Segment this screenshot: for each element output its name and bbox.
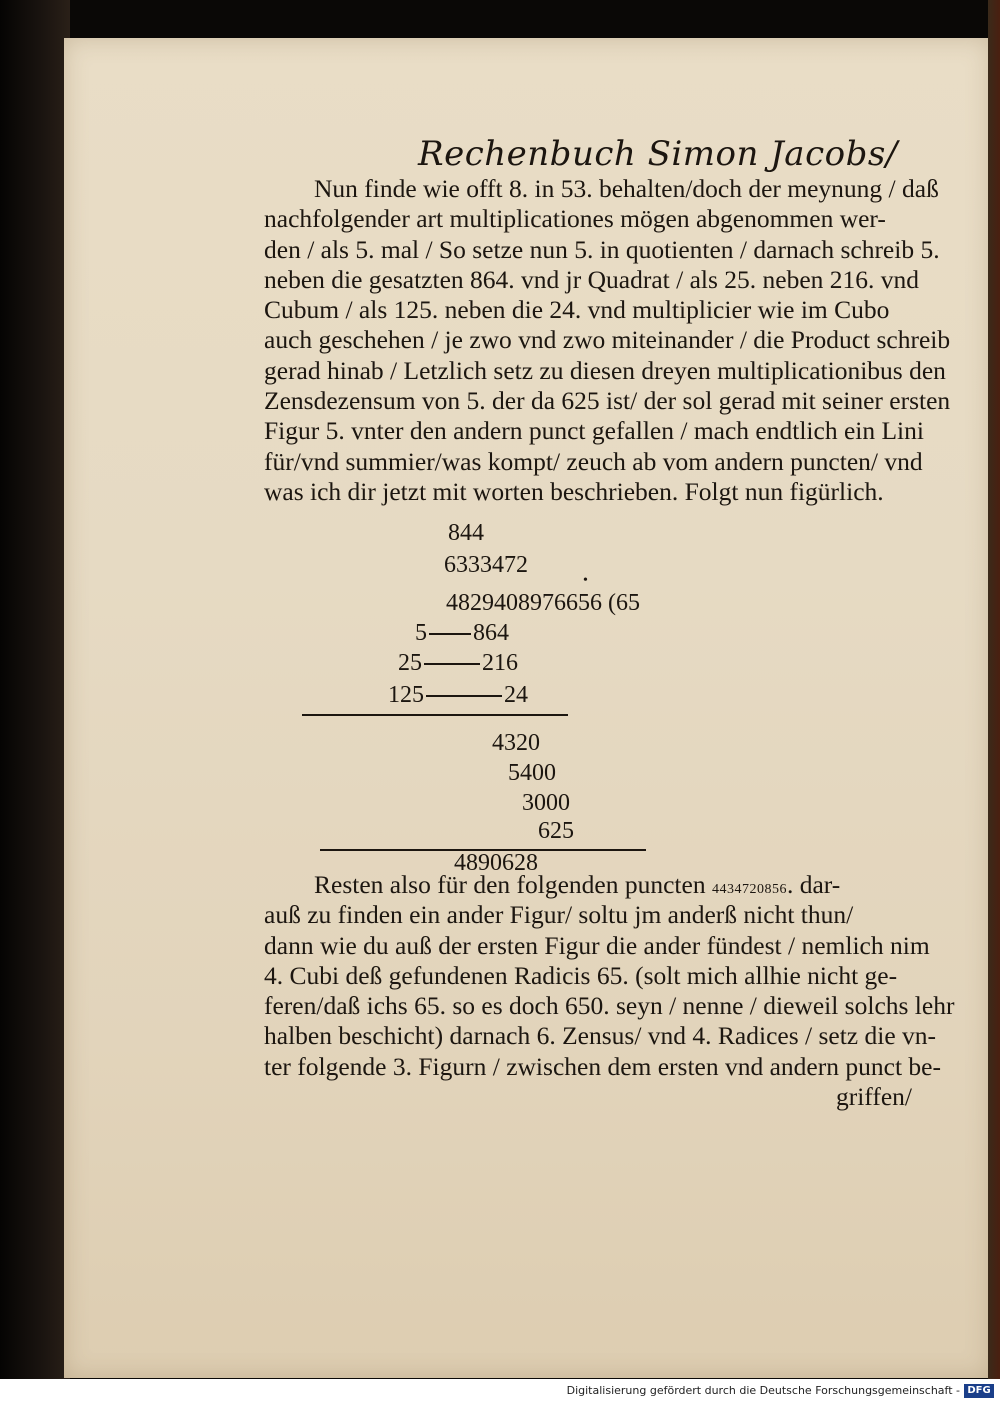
product-line: 3000 bbox=[522, 790, 570, 816]
pair-right: 216 bbox=[482, 650, 518, 676]
text-line: für/vnd summier/was kompt/ zeuch ab vom andern puncten/ vnd bbox=[264, 446, 923, 476]
pair-dash bbox=[429, 633, 471, 635]
text-line: neben die gesatzten 864. vnd jr Quadrat / als 25. neben 216. vnd bbox=[264, 264, 920, 294]
dfg-logo-icon: DFG bbox=[964, 1384, 994, 1398]
pair-dash bbox=[424, 663, 480, 665]
pair-right: 24 bbox=[504, 682, 528, 708]
footer-credit: Digitalisierung gefördert durch die Deutsche Forschungsgemeinschaft - bbox=[566, 1384, 960, 1397]
product-line: 625 bbox=[538, 818, 574, 844]
text-line: feren/daß ichs 65. so es doch 650. seyn / nenne / dieweil solchs lehr bbox=[264, 991, 955, 1021]
dot-mark: • bbox=[583, 573, 588, 588]
paragraph-1 bbox=[264, 174, 951, 507]
pair-left: 5 bbox=[415, 620, 427, 646]
text-line: ter folgende 3. Figurn / zwischen dem ersten vnd andern punct be- bbox=[264, 1051, 941, 1081]
text-line: gerad hinab / Letzlich setz zu diesen dreyen multiplicationibus den bbox=[264, 355, 946, 385]
figure-line-3: 4829408976656 (65 bbox=[446, 590, 640, 616]
scan-right-edge bbox=[988, 0, 1000, 1401]
text-line: den / als 5. mal / So setze nun 5. in quotienten / darnach schreib 5. bbox=[264, 234, 940, 264]
pair-left: 125 bbox=[388, 682, 424, 708]
text-line: dann wie du auß der ersten Figur die ander fündest / nemlich nim bbox=[264, 930, 930, 960]
pair-right: 864 bbox=[473, 620, 509, 646]
remainder-number: 4434720856 bbox=[711, 882, 787, 897]
text-line: nachfolgender art multiplicationes mögen abgenommen wer- bbox=[264, 204, 886, 234]
pair-left: 25 bbox=[398, 650, 422, 676]
running-head: Rechenbuch Simon Jacobs/ bbox=[418, 134, 898, 174]
text-line: was ich dir jetzt mit worten beschrieben. Folgt nun figürlich. bbox=[264, 476, 884, 506]
pair-row bbox=[388, 682, 528, 709]
text-line: Figur 5. vnter den andern punct gefallen / mach endtlich ein Lini bbox=[264, 416, 924, 446]
sum-rule-1 bbox=[302, 714, 568, 716]
figure-line-1: 844 bbox=[448, 520, 484, 546]
pair-dash bbox=[426, 695, 502, 697]
text-line: Zensdezensum von 5. der da 625 ist/ der sol gerad mit seiner ersten bbox=[264, 386, 951, 416]
text-line: auch geschehen / je zwo vnd zwo miteinander / die Product schreib bbox=[264, 325, 951, 355]
text-line: halben beschicht) darnach 6. Zensus/ vnd 4. Radices / setz die vn- bbox=[264, 1021, 937, 1051]
product-line: 4320 bbox=[492, 730, 540, 756]
text-line: Cubum / als 125. neben die 24. vnd multiplicier wie im Cubo bbox=[264, 295, 890, 325]
text-line: Resten also für den folgenden puncten 4434720856. dar- bbox=[314, 870, 841, 899]
text-line: auß zu finden ein ander Figur/ soltu jm anderß nicht thun/ bbox=[264, 900, 854, 930]
pair-row bbox=[415, 620, 509, 647]
result-line: 4890628 bbox=[454, 850, 538, 876]
paragraph-2 bbox=[264, 870, 955, 1112]
text-line: 4. Cubi deß gefundenen Radicis 65. (solt mich allhie nicht ge- bbox=[264, 960, 898, 990]
scan-left-shadow bbox=[0, 0, 70, 1401]
figure-line-2: 6333472 bbox=[444, 552, 528, 578]
text-line: Nun finde wie offt 8. in 53. behalten/doch der meynung / daß bbox=[314, 174, 939, 203]
product-line: 5400 bbox=[508, 760, 556, 786]
pair-row bbox=[398, 650, 518, 677]
catchword: griffen/ bbox=[835, 1082, 912, 1112]
